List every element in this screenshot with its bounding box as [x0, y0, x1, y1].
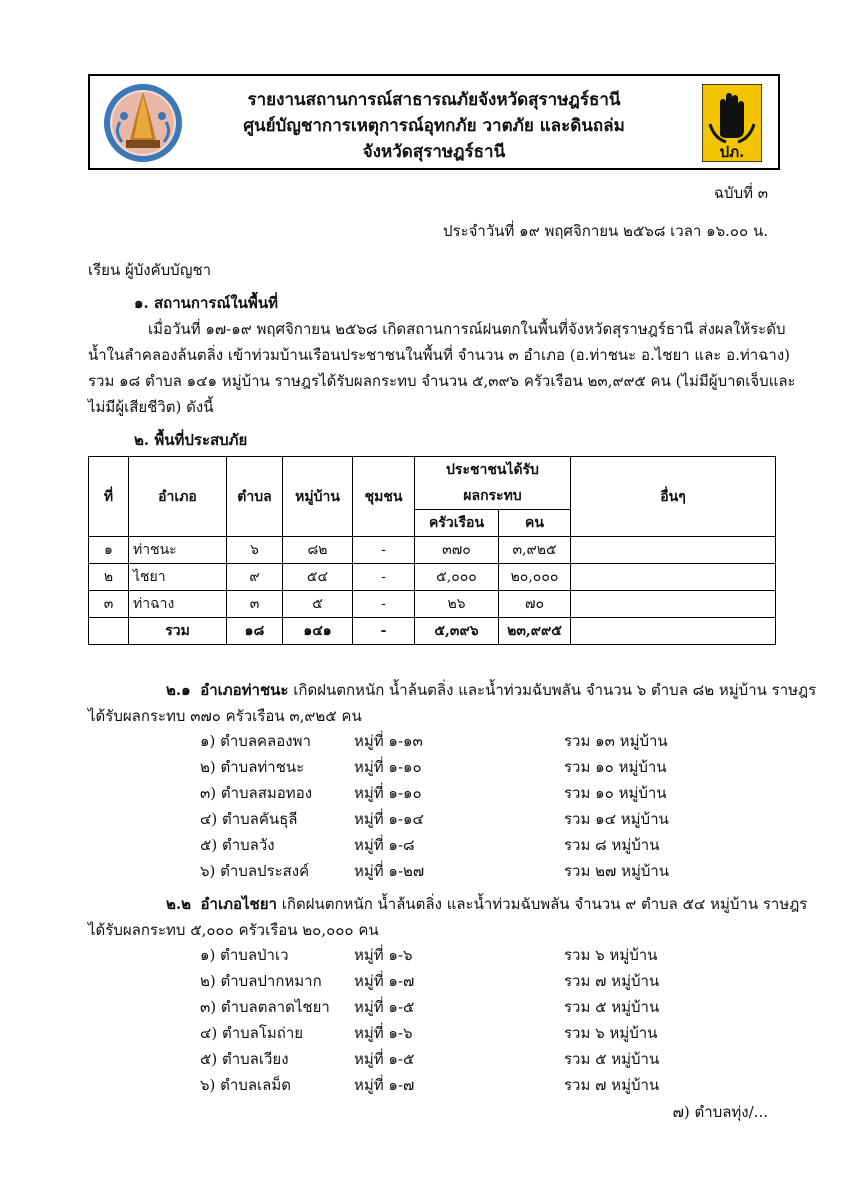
list-item-name: ๓) ตำบลสมอทอง	[200, 784, 313, 802]
list-item-total: รวม ๑๔ หมู่บ้าน	[564, 810, 669, 828]
list-item-name: ๒) ตำบลท่าชนะ	[200, 758, 305, 776]
cell-village: ๕	[283, 591, 353, 618]
list-item-moo: หมู่ที่ ๑-๑๓	[354, 732, 423, 750]
cell-total-other	[571, 618, 776, 645]
sub-2-2-line-1	[166, 894, 807, 914]
list-item-total: รวม ๖ หมู่บ้าน	[564, 946, 658, 964]
list-item-total: รวม ๕ หมู่บ้าน	[564, 1050, 660, 1068]
col-header-other: อื่นๆ	[571, 457, 776, 537]
list-item-total: รวม ๕ หมู่บ้าน	[564, 998, 660, 1016]
cell-total-village: ๑๔๑	[283, 618, 353, 645]
cell-district: ท่าฉาง	[129, 591, 227, 618]
cell-people: ๒๐,๐๐๐	[499, 564, 571, 591]
cell-tambon: ๖	[227, 537, 283, 564]
list-item-name: ๓) ตำบลตลาดไชยา	[200, 998, 330, 1016]
cell-total-people: ๒๓,๙๙๕	[499, 618, 571, 645]
issue-number: ฉบับที่ ๓	[713, 184, 768, 202]
cell-people: ๗๐	[499, 591, 571, 618]
table-row	[89, 537, 776, 564]
affected-area-table	[88, 456, 776, 645]
cell-village: ๘๒	[283, 537, 353, 564]
list-item-name: ๔) ตำบลโมถ่าย	[200, 1024, 304, 1042]
cell-total-community: -	[353, 618, 415, 645]
col-header-households: ครัวเรือน	[415, 510, 499, 537]
sub-2-2-text: เกิดฝนตกหนัก น้ำล้นตลิ่ง และน้ำท่วมฉับพลัน จำนวน ๙ ตำบล ๕๔ หมู่บ้าน ราษฎร	[281, 895, 808, 913]
section-1-line: ไม่มีผู้เสียชีวิต) ดังนี้	[88, 398, 214, 416]
list-item-name: ๖) ตำบลประสงค์	[200, 862, 310, 880]
sub-2-1-title: อำเภอท่าชนะ	[200, 681, 289, 699]
sub-2-2-number: ๒.๒	[166, 895, 191, 913]
list-item-name: ๒) ตำบลปากหมาก	[200, 972, 322, 990]
sub-2-1-line-1	[166, 680, 816, 700]
list-item-name: ๔) ตำบลคันธุลี	[200, 810, 298, 828]
cell-other	[571, 537, 776, 564]
header-line-3: จังหวัดสุราษฎร์ธานี	[362, 142, 506, 162]
col-header-affected-2: ผลกระทบ	[415, 483, 571, 510]
cell-blank	[89, 618, 129, 645]
col-header-people: คน	[499, 510, 571, 537]
continued-note: ๗) ตำบลทุ่ง/...	[672, 1103, 768, 1121]
col-header-no: ที่	[89, 457, 129, 537]
cell-tambon: ๙	[227, 564, 283, 591]
list-item-total: รวม ๒๗ หมู่บ้าน	[564, 862, 670, 880]
list-item-name: ๑) ตำบลป่าเว	[200, 946, 289, 964]
list-item-total: รวม ๘ หมู่บ้าน	[564, 836, 660, 854]
cell-total-label: รวม	[129, 618, 227, 645]
list-item-moo: หมู่ที่ ๑-๒๗	[354, 862, 425, 880]
cell-no: ๒	[89, 564, 129, 591]
col-header-village: หมู่บ้าน	[283, 457, 353, 537]
cell-tambon: ๓	[227, 591, 283, 618]
col-header-tambon: ตำบล	[227, 457, 283, 537]
list-item-total: รวม ๗ หมู่บ้าน	[564, 1076, 660, 1094]
salutation: เรียน ผู้บังคับบัญชา	[88, 261, 212, 279]
dpm-hand-logo-icon	[702, 84, 762, 162]
cell-households: ๓๗๐	[415, 537, 499, 564]
header-line-2: ศูนย์บัญชาการเหตุการณ์อุทกภัย วาตภัย และดินถล่ม	[243, 116, 625, 136]
col-header-affected: ประชาชนได้รับ	[415, 457, 571, 484]
list-item-moo: หมู่ที่ ๑-๑๐	[354, 758, 422, 776]
list-item-name: ๑) ตำบลคลองพา	[200, 732, 311, 750]
list-item-moo: หมู่ที่ ๑-๑๐	[354, 784, 422, 802]
list-item-total: รวม ๑๓ หมู่บ้าน	[564, 732, 668, 750]
cell-community: -	[353, 537, 415, 564]
table-total-row	[89, 618, 776, 645]
cell-no: ๓	[89, 591, 129, 618]
list-item-total: รวม ๑๐ หมู่บ้าน	[564, 784, 667, 802]
list-item-moo: หมู่ที่ ๑-๕	[354, 1050, 415, 1068]
sub-2-1-line-2: ได้รับผลกระทบ ๓๗๐ ครัวเรือน ๓,๙๒๕ คน	[88, 707, 362, 725]
cell-other	[571, 564, 776, 591]
list-item-moo: หมู่ที่ ๑-๖	[354, 946, 413, 964]
cell-community: -	[353, 564, 415, 591]
sub-2-2-title: อำเภอไชยา	[200, 895, 277, 913]
section-1-line: น้ำในลำคลองล้นตลิ่ง เข้าท่วมบ้านเรือนประชาชนในพื้นที่ จำนวน ๓ อำเภอ (อ.ท่าชนะ อ.ไชยา และ อ.ท่าฉาง)	[88, 346, 791, 364]
dpm-logo-text: ปภ.	[719, 143, 745, 161]
cell-total-tambon: ๑๘	[227, 618, 283, 645]
table-row	[89, 564, 776, 591]
section-2-heading: ๒. พื้นที่ประสบภัย	[134, 431, 248, 449]
cell-community: -	[353, 591, 415, 618]
section-1-line: เมื่อวันที่ ๑๗-๑๙ พฤศจิกายน ๒๕๖๘ เกิดสถานการณ์ฝนตกในพื้นที่จังหวัดสุราษฎร์ธานี ส่งผลให้ระดับ	[148, 320, 786, 338]
list-item-name: ๕) ตำบลเวียง	[200, 1050, 289, 1068]
list-item-name: ๕) ตำบลวัง	[200, 836, 275, 854]
cell-people: ๓,๙๒๕	[499, 537, 571, 564]
header-line-1: รายงานสถานการณ์สาธารณภัยจังหวัดสุราษฎร์ธานี	[247, 90, 621, 110]
sub-2-2-line-2: ได้รับผลกระทบ ๕,๐๐๐ ครัวเรือน ๒๐,๐๐๐ คน	[88, 921, 379, 939]
list-item-moo: หมู่ที่ ๑-๗	[354, 1076, 415, 1094]
cell-other	[571, 591, 776, 618]
cell-total-households: ๕,๓๙๖	[415, 618, 499, 645]
list-item-moo: หมู่ที่ ๑-๖	[354, 1024, 413, 1042]
list-item-moo: หมู่ที่ ๑-๗	[354, 972, 415, 990]
report-header	[88, 74, 780, 170]
sub-2-1-number: ๒.๑	[166, 681, 191, 699]
cell-district: ไชยา	[129, 564, 227, 591]
cell-no: ๑	[89, 537, 129, 564]
list-item-total: รวม ๖ หมู่บ้าน	[564, 1024, 658, 1042]
report-date: ประจำวันที่ ๑๙ พฤศจิกายน ๒๕๖๘ เวลา ๑๖.๐๐ น.	[443, 222, 768, 240]
list-item-total: รวม ๗ หมู่บ้าน	[564, 972, 660, 990]
list-item-moo: หมู่ที่ ๑-๑๔	[354, 810, 424, 828]
table-row	[89, 591, 776, 618]
col-header-community: ชุมชน	[353, 457, 415, 537]
list-item-moo: หมู่ที่ ๑-๕	[354, 998, 415, 1016]
cell-households: ๒๖	[415, 591, 499, 618]
cell-households: ๕,๐๐๐	[415, 564, 499, 591]
sub-2-1-text: เกิดฝนตกหนัก น้ำล้นตลิ่ง และน้ำท่วมฉับพลัน จำนวน ๖ ตำบล ๘๒ หมู่บ้าน ราษฎร	[293, 681, 817, 699]
cell-village: ๕๔	[283, 564, 353, 591]
section-1-heading: ๑. สถานการณ์ในพื้นที่	[134, 294, 278, 312]
list-item-moo: หมู่ที่ ๑-๘	[354, 836, 415, 854]
section-1-line: รวม ๑๘ ตำบล ๑๔๑ หมู่บ้าน ราษฎรได้รับผลกระทบ จำนวน ๕,๓๙๖ ครัวเรือน ๒๓,๙๙๕ คน (ไม่มีผู้บาดเจ็บและ	[88, 372, 796, 390]
list-item-total: รวม ๑๐ หมู่บ้าน	[564, 758, 667, 776]
col-header-district: อำเภอ	[129, 457, 227, 537]
cell-district: ท่าชนะ	[129, 537, 227, 564]
list-item-name: ๖) ตำบลเลม็ด	[200, 1076, 291, 1094]
